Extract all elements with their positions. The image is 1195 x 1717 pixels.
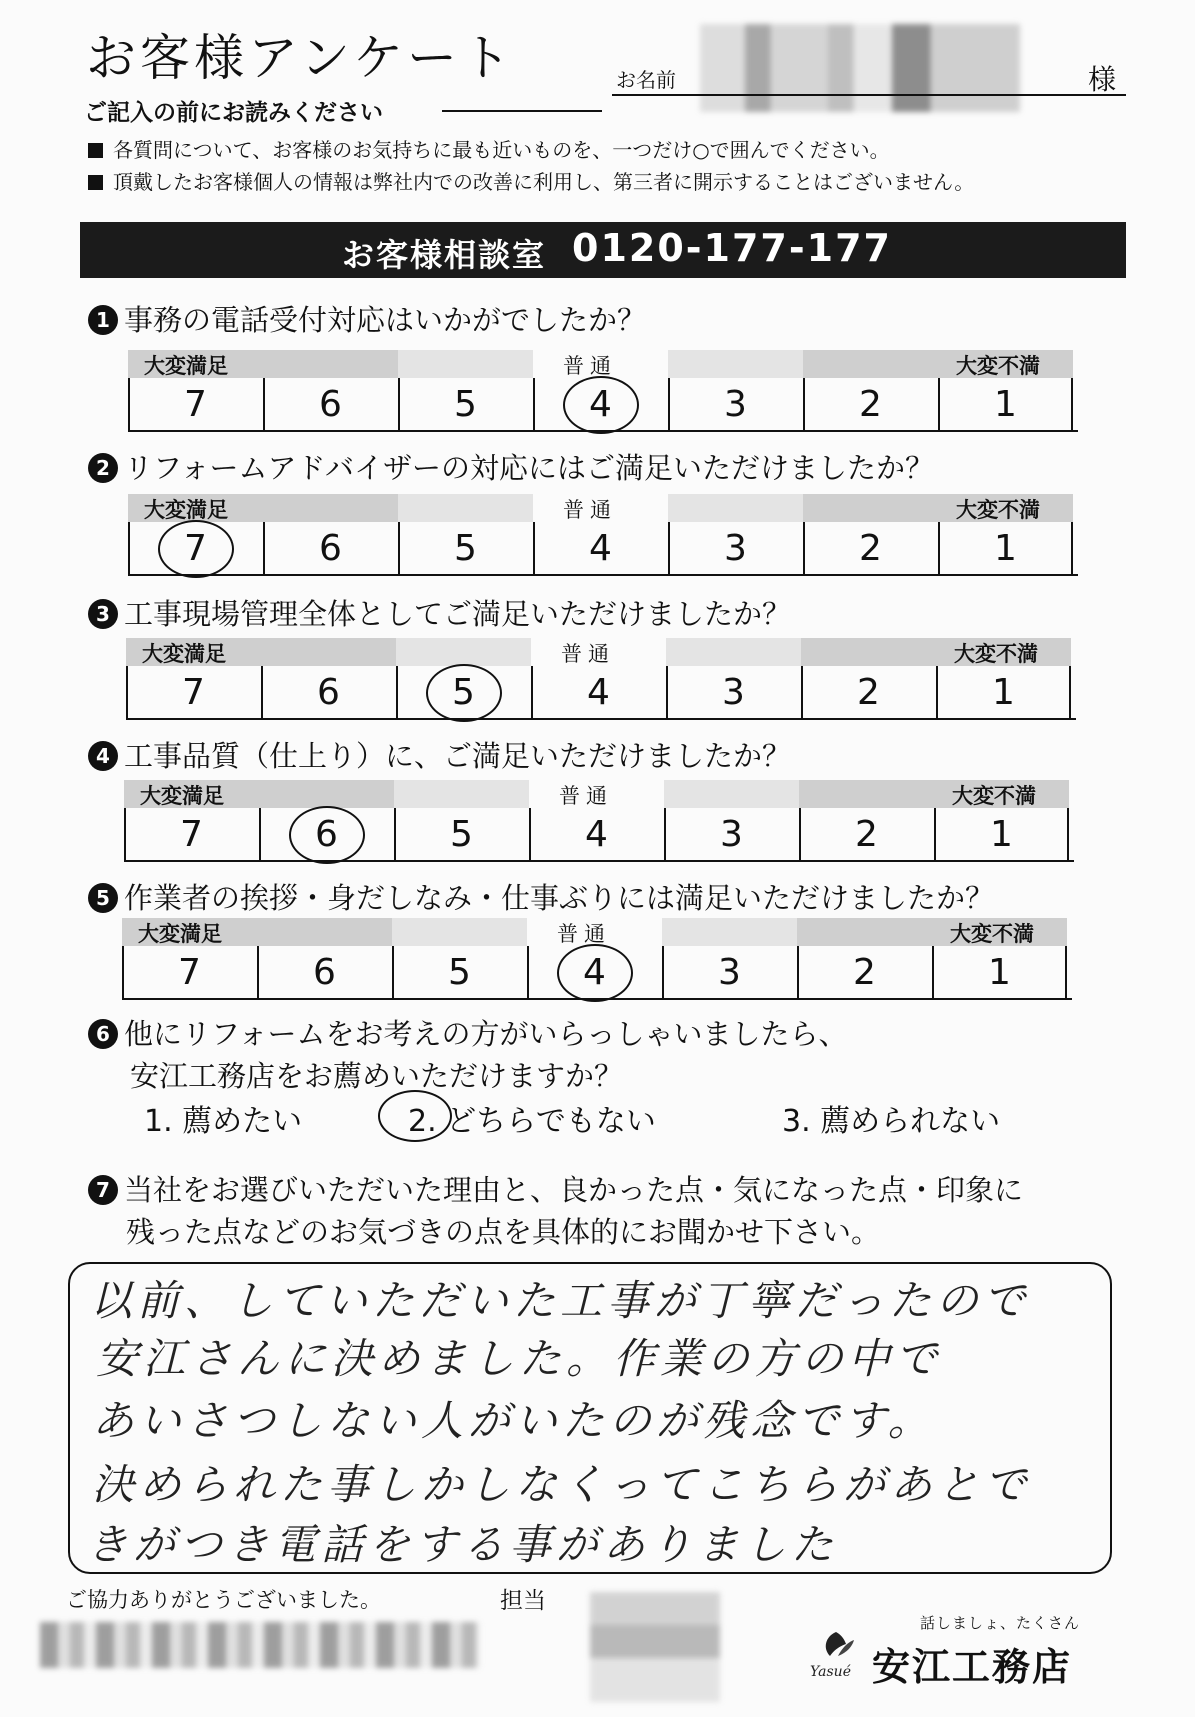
scale-value: 3 xyxy=(722,672,745,713)
scale-shade xyxy=(396,638,531,666)
scale-shade xyxy=(662,918,797,946)
scale-value: 7 xyxy=(180,814,203,855)
scale-tick xyxy=(263,378,265,432)
scale-label-high: 大変満足 xyxy=(144,354,228,378)
scale-label-high: 大変満足 xyxy=(138,922,222,946)
scale-tick xyxy=(1065,946,1067,1000)
scale-label-low: 大変不満 xyxy=(950,922,1034,946)
rating-scale-q1 xyxy=(128,350,1078,436)
scale-tick xyxy=(803,522,805,576)
q6-option-3: 3. 薦められない xyxy=(782,1104,1001,1139)
scale-tick xyxy=(801,666,803,720)
redacted-name xyxy=(700,24,1020,112)
scale-tick xyxy=(668,522,670,576)
scale-value: 1 xyxy=(994,384,1017,425)
scale-value: 6 xyxy=(313,952,336,993)
scale-value: 2 xyxy=(853,952,876,993)
rating-scale-q3 xyxy=(126,638,1076,724)
q6-answer-circle xyxy=(378,1090,452,1142)
question-number-badge: 5 xyxy=(88,883,118,913)
handwritten-line: 安江さんに決めました。作業の方の中で xyxy=(96,1334,943,1383)
question-7 xyxy=(88,1168,1023,1209)
scale-tick xyxy=(128,522,130,576)
scale-shade xyxy=(392,918,527,946)
read-first-heading: ご記入の前にお読みください xyxy=(84,100,383,126)
scale-tick xyxy=(398,522,400,576)
redacted-staff-stamp xyxy=(590,1592,720,1702)
scale-baseline xyxy=(126,718,1076,720)
bullet-square-icon xyxy=(88,143,103,158)
scale-tick xyxy=(666,666,668,720)
scale-tick xyxy=(257,946,259,1000)
scale-tick xyxy=(392,946,394,1000)
scale-value: 4 xyxy=(585,814,608,855)
contact-banner xyxy=(80,222,1126,278)
scale-value: 7 xyxy=(184,528,207,569)
answer-circle xyxy=(557,944,633,1002)
scale-value: 3 xyxy=(724,528,747,569)
question-text: 他にリフォームをお考えの方がいらっしゃいましたら、 xyxy=(124,1017,848,1051)
scale-tick xyxy=(396,666,398,720)
scale-label-low: 大変不満 xyxy=(952,784,1036,808)
scale-value: 2 xyxy=(857,672,880,713)
question-text: 当社をお選びいただいた理由と、良かった点・気になった点・印象に xyxy=(124,1173,1024,1207)
redacted-address xyxy=(40,1622,480,1668)
scale-label-mid: 普通 xyxy=(563,498,617,522)
scale-tick xyxy=(259,808,261,862)
handwritten-line: 以前、していただいた工事が丁寧だったので xyxy=(90,1276,1031,1325)
scale-value: 3 xyxy=(718,952,741,993)
rating-scale-q2 xyxy=(128,494,1078,580)
scale-value: 4 xyxy=(589,528,612,569)
answer-circle xyxy=(158,520,234,578)
scale-tick xyxy=(527,946,529,1000)
scale-tick xyxy=(126,666,128,720)
scale-baseline xyxy=(124,860,1074,862)
scale-tick xyxy=(1071,522,1073,576)
scale-tick xyxy=(664,808,666,862)
scale-tick xyxy=(263,522,265,576)
scale-tick xyxy=(799,808,801,862)
thanks-text: ご協力ありがとうございました。 xyxy=(66,1588,381,1612)
scale-tick xyxy=(122,946,124,1000)
scale-tick xyxy=(398,378,400,432)
question-7-line2: 残った点などのお気づきの点を具体的にお聞かせ下さい。 xyxy=(126,1215,881,1249)
scale-tick xyxy=(529,808,531,862)
bullet-square-icon xyxy=(88,175,103,190)
brand-tagline: 話しましょ、たくさん xyxy=(920,1614,1081,1632)
question-5 xyxy=(88,876,994,917)
scale-value: 3 xyxy=(720,814,743,855)
scale-value: 4 xyxy=(589,384,612,425)
scale-label-mid: 普通 xyxy=(559,784,613,808)
scale-value: 2 xyxy=(859,384,882,425)
scale-label-low: 大変不満 xyxy=(954,642,1038,666)
scale-shade xyxy=(398,350,533,378)
scale-label-low: 大変不満 xyxy=(956,354,1040,378)
question-number-badge: 3 xyxy=(88,599,118,629)
scale-value: 5 xyxy=(454,528,477,569)
name-underline xyxy=(612,94,1126,96)
banner-phone: 0120-177-177 xyxy=(572,226,892,270)
scale-label-mid: 普通 xyxy=(563,354,617,378)
scale-value: 4 xyxy=(583,952,606,993)
scale-tick xyxy=(938,522,940,576)
scale-tick xyxy=(533,378,535,432)
answer-circle xyxy=(426,664,502,722)
scale-value: 6 xyxy=(319,528,342,569)
scale-tick xyxy=(1071,378,1073,432)
scale-tick xyxy=(1069,666,1071,720)
scale-tick xyxy=(934,808,936,862)
scale-value: 1 xyxy=(994,528,1017,569)
scale-tick xyxy=(394,808,396,862)
scale-shade xyxy=(666,638,801,666)
question-number-badge: 1 xyxy=(88,305,118,335)
scale-value: 2 xyxy=(855,814,878,855)
scale-shade xyxy=(668,350,803,378)
scale-tick xyxy=(938,378,940,432)
scale-tick xyxy=(932,946,934,1000)
question-text: 作業者の挨拶・身だしなみ・仕事ぶりには満足いただけましたか？ xyxy=(124,881,995,915)
handwritten-line: 決められた事しかしなくってこちらがあとで xyxy=(92,1460,1032,1509)
scale-shade xyxy=(664,780,799,808)
scale-label-mid: 普通 xyxy=(561,642,615,666)
brand-script: Yasué xyxy=(810,1664,851,1680)
scale-tick xyxy=(797,946,799,1000)
question-1 xyxy=(88,298,646,339)
scale-tick xyxy=(128,378,130,432)
question-text: 工事現場管理全体としてご満足いただけましたか？ xyxy=(124,597,792,631)
handwritten-line: きがつき電話をする事がありました xyxy=(86,1520,839,1569)
staff-label: 担当 xyxy=(500,1588,546,1614)
scale-value: 2 xyxy=(859,528,882,569)
scale-shade xyxy=(668,494,803,522)
question-number-badge: 7 xyxy=(88,1175,118,1205)
brand-name: 安江工務店 xyxy=(872,1645,1073,1689)
scale-tick xyxy=(531,666,533,720)
scale-value: 1 xyxy=(988,952,1011,993)
heading-rule xyxy=(442,110,602,112)
scale-value: 5 xyxy=(454,384,477,425)
question-6-line2: 安江工務店をお薦めいただけますか？ xyxy=(130,1059,624,1093)
scale-value: 6 xyxy=(319,384,342,425)
scale-shade xyxy=(398,494,533,522)
scale-tick xyxy=(124,808,126,862)
name-suffix: 様 xyxy=(1088,63,1117,96)
question-6 xyxy=(88,1012,848,1053)
scale-label-high: 大変満足 xyxy=(140,784,224,808)
question-number-badge: 2 xyxy=(88,453,118,483)
notice-text: 各質問について、お客様のお気持ちに最も近いものを、一つだけ○で囲んでください。 xyxy=(113,138,890,162)
banner-label: お客様相談室 xyxy=(342,236,547,274)
scale-value: 4 xyxy=(587,672,610,713)
question-text: リフォームアドバイザーの対応にはご満足いただけましたか？ xyxy=(124,451,934,485)
scale-value: 7 xyxy=(178,952,201,993)
scale-label-low: 大変不満 xyxy=(956,498,1040,522)
question-number-badge: 4 xyxy=(88,741,118,771)
name-label: お名前 xyxy=(616,68,676,92)
scale-tick xyxy=(936,666,938,720)
rating-scale-q4 xyxy=(124,780,1074,866)
scale-value: 7 xyxy=(184,384,207,425)
scale-label-mid: 普通 xyxy=(557,922,611,946)
question-text: 工事品質（仕上り）に、ご満足いただけましたか？ xyxy=(124,739,792,773)
scale-value: 6 xyxy=(315,814,338,855)
rating-scale-q5 xyxy=(122,918,1072,1004)
question-text: 事務の電話受付対応はいかがでしたか？ xyxy=(124,303,647,337)
answer-circle xyxy=(563,376,639,434)
scale-tick xyxy=(668,378,670,432)
scale-tick xyxy=(662,946,664,1000)
scale-value: 7 xyxy=(182,672,205,713)
scale-label-high: 大変満足 xyxy=(142,642,226,666)
scale-value: 3 xyxy=(724,384,747,425)
handwritten-line: あいさつしない人がいたのが残念です。 xyxy=(92,1396,935,1445)
company-logo-icon xyxy=(808,1626,864,1680)
scale-tick xyxy=(533,522,535,576)
question-number-badge: 6 xyxy=(88,1019,118,1049)
answer-circle xyxy=(289,806,365,864)
question-2 xyxy=(88,446,934,487)
scale-value: 1 xyxy=(990,814,1013,855)
question-4 xyxy=(88,734,791,775)
scale-baseline xyxy=(128,574,1078,576)
notice-item xyxy=(88,166,974,195)
survey-title: お客様アンケート xyxy=(86,29,515,87)
scale-tick xyxy=(261,666,263,720)
scale-tick xyxy=(1067,808,1069,862)
q6-option-1: 1. 薦めたい xyxy=(144,1104,303,1139)
scale-value: 5 xyxy=(452,672,475,713)
scale-shade xyxy=(394,780,529,808)
question-3 xyxy=(88,592,791,633)
scale-value: 5 xyxy=(450,814,473,855)
scale-value: 5 xyxy=(448,952,471,993)
scale-value: 1 xyxy=(992,672,1015,713)
notice-text: 頂戴したお客様個人の情報は弊社内での改善に利用し、第三者に開示することはございません。 xyxy=(113,170,975,194)
scale-label-high: 大変満足 xyxy=(144,498,228,522)
scale-value: 6 xyxy=(317,672,340,713)
scale-tick xyxy=(803,378,805,432)
notice-item xyxy=(88,134,890,163)
q6-option-2: 2. どちらでもない xyxy=(408,1104,656,1139)
